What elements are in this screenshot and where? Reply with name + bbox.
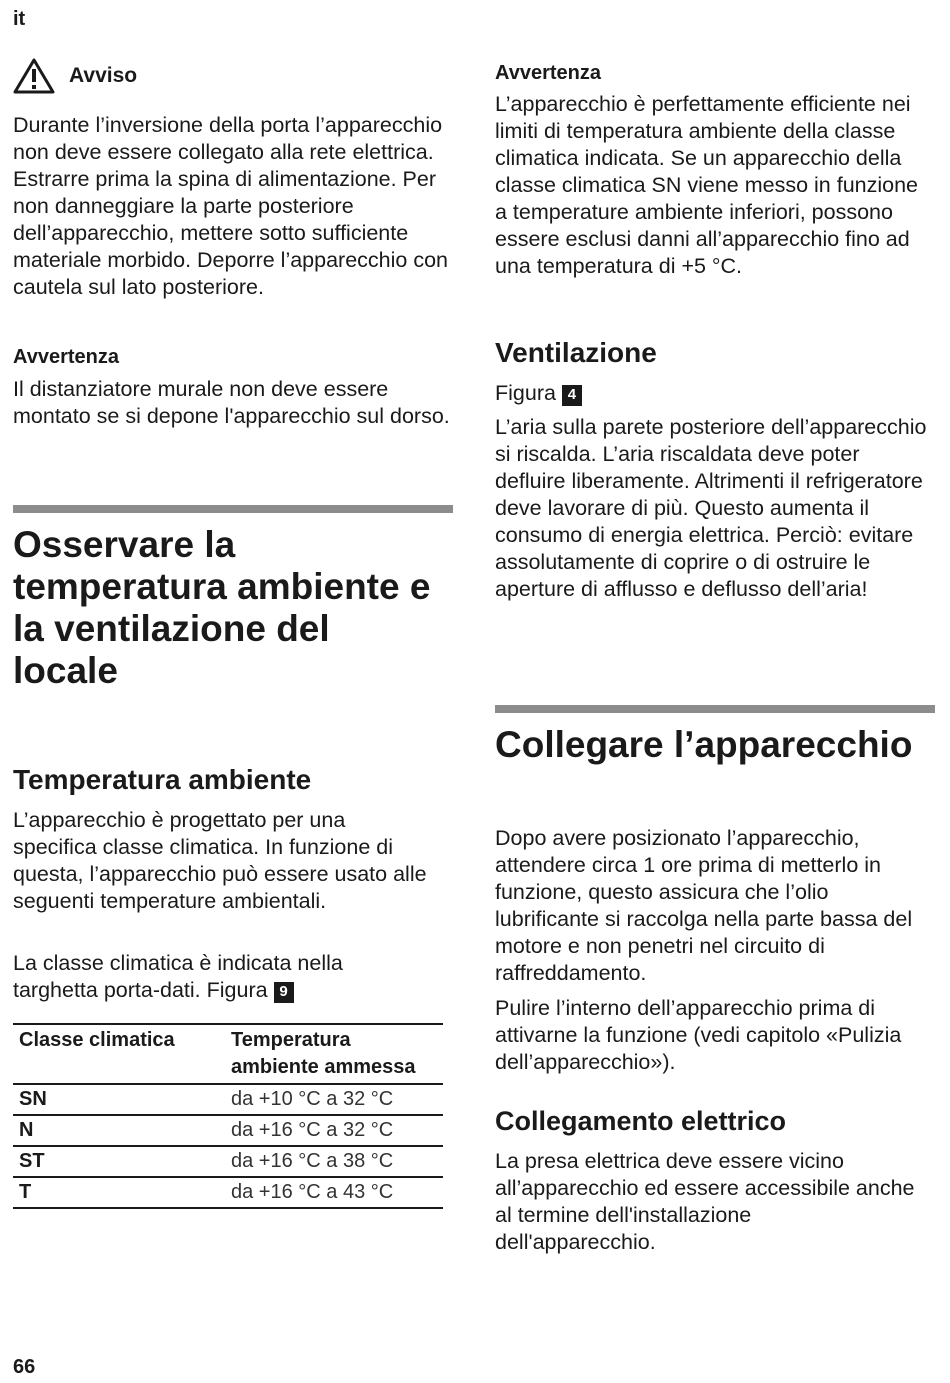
language-tag: it	[13, 8, 26, 30]
electrical-title: Collegamento elettrico	[495, 1106, 787, 1136]
figure-ref	[495, 380, 582, 407]
warning-triangle-icon	[13, 58, 55, 94]
note-text: Il distanziatore murale non deve essere montato se si depone l'apparecchio sul dorso.	[13, 377, 450, 428]
note-label: Avvertenza	[495, 62, 601, 84]
figure-number-badge: 4	[562, 385, 582, 406]
paragraph-text: La classe climatica è indicata nella targhetta porta-dati. Figura	[13, 951, 343, 1002]
table-cell-range: da +16 °C a 32 °C	[225, 1115, 443, 1146]
table-cell-class: T	[13, 1177, 225, 1208]
table-cell-range: da +16 °C a 43 °C	[225, 1177, 443, 1208]
ventilation-title: Ventilazione	[495, 337, 657, 368]
table-row	[13, 1146, 443, 1177]
note-label: Avvertenza	[13, 346, 119, 368]
climate-class-table	[13, 1023, 443, 1209]
connect-paragraph: Dopo avere posizionato l’apparecchio, attendere circa 1 ore prima di metterlo in funzione, questo assicura che l’olio lubrificante si raccolga nella parte bassa del motore e non penetri nel circuito di raffreddamento.	[495, 826, 913, 985]
section-divider	[13, 505, 453, 513]
table-cell-class: SN	[13, 1084, 225, 1115]
section-divider	[495, 705, 935, 713]
ventilation-text: L’aria sulla parete posteriore dell’apparecchio si riscalda. L’aria riscaldata deve poter defluire liberamente. Altrimenti il refrigeratore deve lavorare di più. Questo aumenta il consumo di energia elettrica. Perciò: evitare assolutamente di coprire o di ostruire le aperture di afflusso e deflusso dell’aria!	[495, 415, 927, 601]
warning-heading	[13, 58, 137, 94]
warning-title: Avviso	[69, 64, 138, 87]
warning-text: Durante l’inversione della porta l’apparecchio non deve essere collegato alla rete elettrica. Estrarre prima la spina di alimentazione. Per non danneggiare la parte posteriore dell’apparecchio, mettere sotto sufficiente materiale morbido. Deporre l’apparecchio con cautela sul lato posteriore.	[13, 113, 448, 299]
table-header-cell: Classe climatica	[13, 1024, 225, 1084]
page-number: 66	[13, 1356, 36, 1378]
paragraph-figure-ref	[13, 950, 413, 1004]
note-text: L’apparecchio è perfettamente efficiente nei limiti di temperatura ambiente della classe climatica indicata. Se un apparecchio della classe climatica SN viene messo in funzione a temperature ambiente inferiori, possono essere esclusi danni all’apparecchio fino ad una temperatura di +5 °C.	[495, 92, 919, 278]
connect-title: Collegare l’apparecchio	[495, 724, 913, 765]
table-cell-range: da +10 °C a 32 °C	[225, 1084, 443, 1115]
section-title: Osservare la temperatura ambiente e la ventilazione del locale	[13, 524, 431, 691]
table-row	[13, 1115, 443, 1146]
table-cell-class: ST	[13, 1146, 225, 1177]
paragraph: L’apparecchio è progettato per una specifica classe climatica. In funzione di questa, l’apparecchio può essere usato alle seguenti temperature ambientali.	[13, 808, 427, 913]
connect-paragraph: Pulire l’interno dell’apparecchio prima di attivarne la funzione (vedi capitolo «Pulizia dell’apparecchio»).	[495, 996, 902, 1074]
table-row	[13, 1177, 443, 1208]
table-cell-class: N	[13, 1115, 225, 1146]
electrical-text: La presa elettrica deve essere vicino all’apparecchio ed essere accessibile anche al termine dell'installazione dell'apparecchio.	[495, 1149, 915, 1254]
figure-label: Figura	[495, 381, 556, 405]
table-row	[13, 1084, 443, 1115]
table-header-row	[13, 1024, 443, 1084]
figure-number-badge: 9	[274, 982, 294, 1003]
table-cell-range: da +16 °C a 38 °C	[225, 1146, 443, 1177]
subsection-title: Temperatura ambiente	[13, 764, 312, 795]
table-header-cell: Temperatura ambiente ammessa	[225, 1024, 443, 1084]
